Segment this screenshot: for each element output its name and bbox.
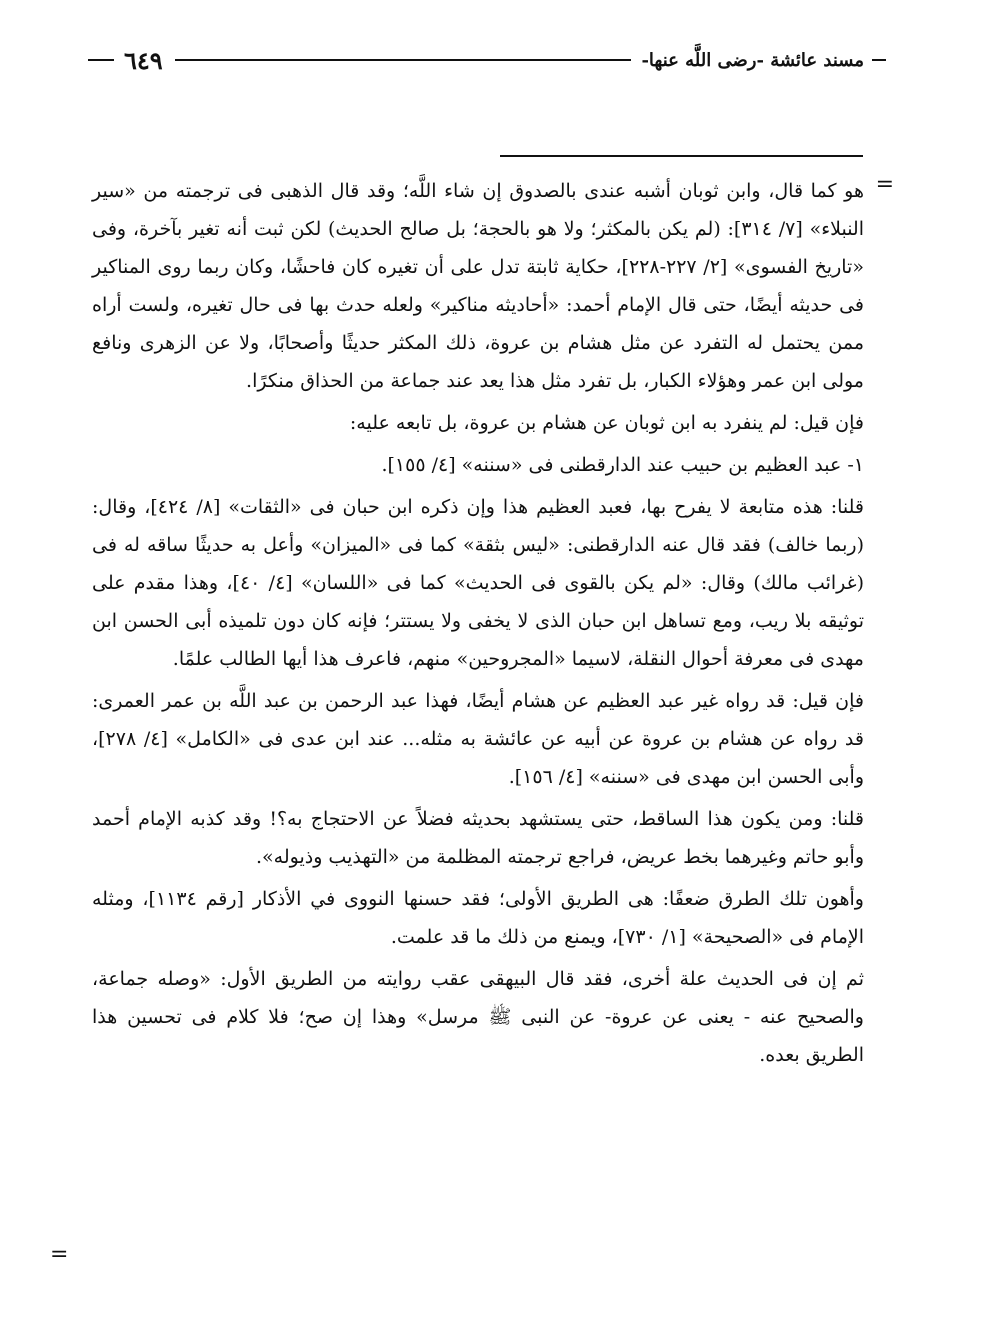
header-rule	[175, 59, 632, 61]
header-dash-right	[872, 59, 886, 61]
footnote-separator	[500, 155, 863, 157]
paragraph-3: ١- عبد العظيم بن حبيب عند الدارقطنى فى «سننه» [٤/ ١٥٥].	[381, 454, 864, 476]
paragraph-2: فإن قيل: لم ينفرد به ابن ثوبان عن هشام بن عروة، بل تابعه عليه:	[349, 412, 864, 434]
footnote-text	[92, 172, 894, 1078]
paragraph-7: وأهون تلك الطرق ضعفًا: هى الطريق الأولى؛ فقد حسنها النووى في الأذكار [رقم ١١٣٤]، ومثله الإمام فى «الصحيحة» [١/ ٧٣٠]، ويمنع من ذلك ما قد علمت.	[92, 888, 864, 948]
running-title: مسند عائشة -رضى اللَّه عنها-	[641, 49, 864, 71]
paragraph-wrapper	[92, 172, 894, 400]
paragraph-4: قلنا: هذه متابعة لا يفرح بها، فعبد العظيم هذا وإن ذكره ابن حبان فى «الثقات» [٨/ ٤٢٤]، وقال: (ربما خالف) فقد قال عنه الدارقطنى: «ليس بثقة» كما فى «الميزان» وأعل به حديثًا ساقه له فى (غرائب مالك) وقال: «لم يكن بالقوى فى الحديث» كما فى «اللسان» [٤/ ٤٠]، وهذا مقدم على توثيقه بلا ريب، ومع تساهل ابن حبان الذى لا يخفى ولا يستتر؛ فإنه كان دون تلميذه أبى الحسن ابن مهدى فى معرفة أحوال النقلة، لاسيما «المجروحين» منهم، فاعرف هذا أيها الطالب علمًا.	[92, 496, 864, 670]
paragraph-1: هو كما قال، وابن ثوبان أشبه عندى بالصدوق إن شاء اللَّه؛ وقد قال الذهبى فى ترجمته من «سير النبلاء» [٧/ ٣١٤]: (لم يكن بالمكثر؛ ولا هو بالحجة؛ بل صالح الحديث) لكن ثبت أنه تغير بآخرة، وفى «تاريخ الفسوى» [٢/ ٢٢٧-٢٢٨]، حكاية ثابتة تدل على أن تغيره كان فاحشًا، وكان ربما روى المناكير فى حديثه أيضًا، حتى قال الإمام أحمد: «أحاديثه مناكير» ولعله حدث بها فى حال تغيره، ولست أراه ممن يحتمل له التفرد عن مثل هشام بن عروة، ذلك المكثر حديثًا وأصحابًا، ولا عن الزهرى ونافع مولى ابن عمر وهؤلاء الكبار، بل تفرد مثل هذا يعد عند جماعة من الحذاق منكرًا.	[92, 180, 864, 392]
page-header	[88, 40, 886, 80]
header-dash-left	[88, 59, 114, 61]
paragraph-6: قلنا: ومن يكون هذا الساقط، حتى يستشهد بحديثه فضلاً عن الاحتجاج به؟! وقد كذبه الإمام أحمد وأبو حاتم وغيرهما بخط عريض، فراجع ترجمته المظلمة من «التهذيب وذيوله».	[92, 808, 864, 868]
paragraph-8: ثم إن فى الحديث علة أخرى، فقد قال البيهقى عقب روايته من الطريق الأول: «وصله جماعة، والصحيح عنه - يعنى عن عروة- عن النبى ﷺ مرسل» وهذا إن صح؛ فلا كلام فى تحسين هذا الطريق بعده.	[92, 968, 864, 1066]
continuation-mark-end: =	[50, 1242, 69, 1267]
page-number: ٦٤٩	[124, 45, 163, 75]
paragraph-5: فإن قيل: قد رواه غير عبد العظيم عن هشام أيضًا، فهذا عبد الرحمن بن عبد اللَّه بن عمر العمرى: قد رواه عن هشام بن عروة عن أبيه عن عائشة به مثله... عند ابن عدى فى «الكامل» [٤/ ٢٧٨]، وأبى الحسن ابن مهدى فى «سننه» [٤/ ١٥٦].	[92, 690, 864, 788]
continuation-mark-start: =	[875, 172, 894, 197]
